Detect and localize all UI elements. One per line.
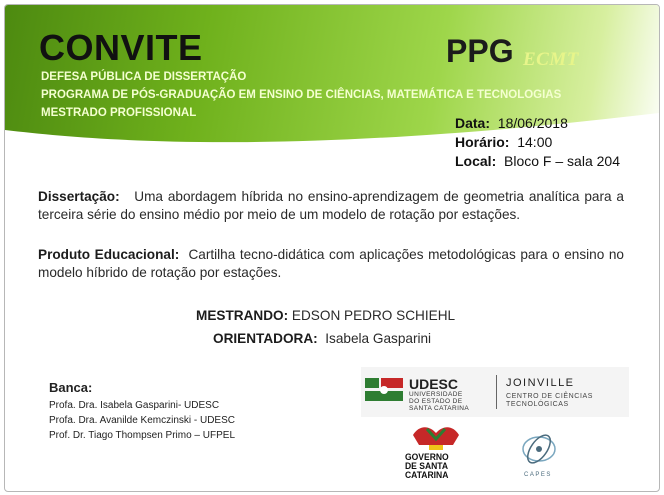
banca-member: Profa. Dra. Avanilde Kemczinski - UDESC (49, 415, 235, 426)
time-row (455, 134, 552, 150)
date-label: Data: (455, 115, 491, 131)
place-row (455, 153, 620, 169)
banca-title: Banca: (49, 380, 93, 395)
date-value: 18/06/2018 (497, 115, 568, 131)
product-text: Cartilha tecno-didática com aplicações metodológicas para o ensino no modelo híbrido de rotação por estações. (38, 247, 624, 280)
program-logo-ecmt: ECMT (523, 49, 579, 70)
gov-line: CATARINA (405, 470, 449, 480)
capes-logo-icon (517, 429, 561, 471)
santa-catarina-crest-icon (409, 423, 463, 453)
logo-divider (496, 375, 497, 409)
udesc-sub-line: DO ESTADO DE (409, 398, 463, 405)
student-row (196, 308, 455, 323)
udesc-sub-line: UNIVERSIDADE (409, 391, 463, 398)
udesc-name: UDESC (409, 376, 459, 392)
gov-line: DE SANTA (405, 461, 449, 471)
place-value: Bloco F – sala 204 (504, 153, 620, 169)
advisor-row (213, 331, 431, 346)
dissertation-text: Uma abordagem híbrida no ensino-aprendizagem de geometria analítica para a terceira série do ensino médio por meio de um modelo de rotação por estações. (38, 189, 624, 222)
banca-member: Prof. Dr. Tiago Thompsen Primo – UFPEL (49, 430, 236, 441)
product-paragraph (38, 246, 624, 282)
advisor-name: Isabela Gasparini (325, 331, 432, 346)
advisor-label: ORIENTADORA: (213, 331, 318, 346)
gov-line: GOVERNO (405, 452, 449, 462)
time-label: Horário: (455, 134, 510, 150)
header-line-degree: MESTRADO PROFISSIONAL (41, 107, 197, 119)
student-label: MESTRANDO: (196, 308, 289, 323)
program-logo-ppg: PPG (446, 33, 514, 69)
campus-sub-line: TECNOLÓGICAS (506, 401, 569, 408)
invite-title: CONVITE (39, 27, 203, 68)
product-label: Produto Educacional: (38, 247, 180, 262)
campus-name: JOINVILLE (506, 377, 575, 389)
udesc-emblem-icon (365, 374, 405, 410)
invitation-card (4, 4, 660, 492)
dissertation-label: Dissertação: (38, 189, 120, 204)
header-line-program: PROGRAMA DE PÓS-GRADUAÇÃO EM ENSINO DE CIÊNCIAS, MATEMÁTICA E TECNOLOGIAS (41, 89, 562, 101)
place-label: Local: (455, 153, 497, 169)
date-row (455, 115, 568, 131)
time-value: 14:00 (517, 134, 553, 150)
capes-label: CAPES (524, 472, 552, 478)
udesc-sub-line: SANTA CATARINA (409, 405, 470, 412)
dissertation-paragraph (38, 188, 624, 224)
student-name: EDSON PEDRO SCHIEHL (291, 308, 456, 323)
campus-sub-line: CENTRO DE CIÊNCIAS (506, 393, 594, 400)
banca-member: Profa. Dra. Isabela Gasparini- UDESC (49, 400, 220, 411)
header-line-defense: DEFESA PÚBLICA DE DISSERTAÇÃO (41, 71, 247, 83)
